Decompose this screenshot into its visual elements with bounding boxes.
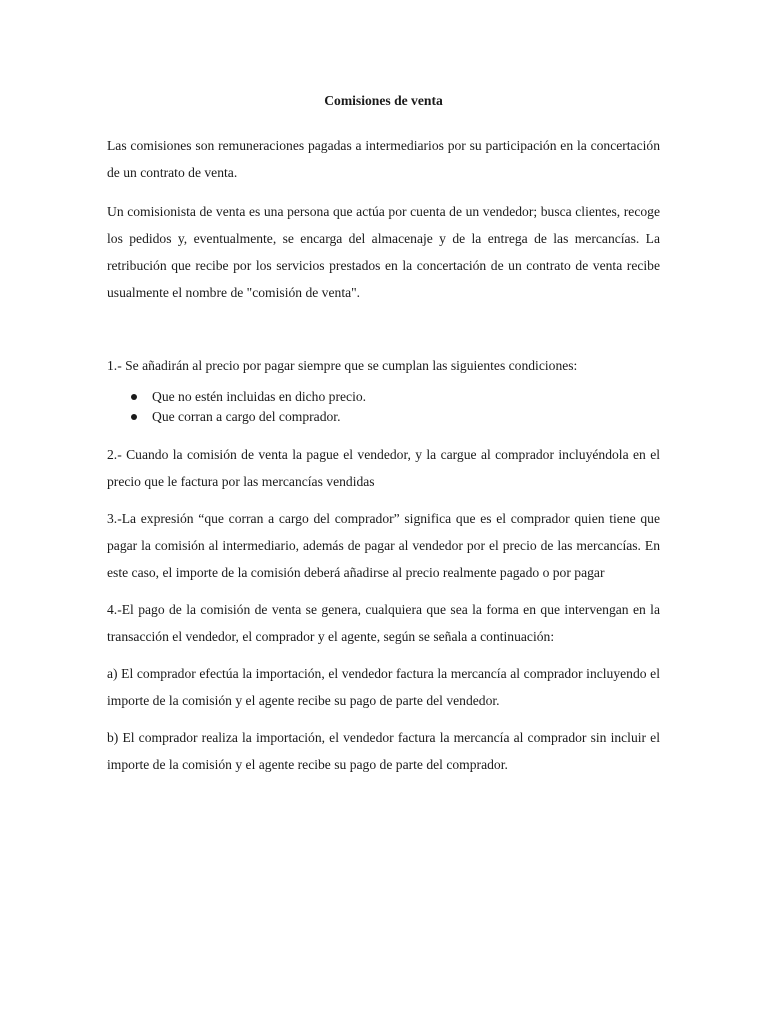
- document-title: Comisiones de venta: [324, 93, 443, 108]
- list-item: [107, 407, 660, 427]
- point-1-paragraph: 1.- Se añadirán al precio por pagar siempre que se cumplan las siguientes condiciones:: [107, 358, 578, 373]
- list-item-text: Que no estén incluidas en dicho precio.: [152, 389, 367, 404]
- bullet-icon: [131, 414, 137, 420]
- list-item: [107, 387, 660, 407]
- case-b-paragraph: b) El comprador realiza la importación, el vendedor factura la mercancía al comprador sin incluir el importe de la comisión y el agente recibe su pago de parte del comprador.: [107, 730, 660, 772]
- bullet-icon: [131, 394, 137, 400]
- point-3-paragraph: 3.-La expresión “que corran a cargo del comprador” significa que es el comprador quien tiene que pagar la comisión al intermediario, además de pagar al vendedor por el precio de las mercancías. En este caso, el importe de la comisión deberá añadirse al precio realmente pagado o por pagar: [107, 511, 660, 580]
- conditions-list: [107, 387, 660, 427]
- list-item-text: Que corran a cargo del comprador.: [152, 409, 341, 424]
- blank-space: [107, 306, 660, 352]
- document-page: [107, 88, 660, 778]
- point-4-paragraph: 4.-El pago de la comisión de venta se genera, cualquiera que sea la forma en que intervengan en la transacción el vendedor, el comprador y el agente, según se señala a continuación:: [107, 602, 660, 644]
- case-a-paragraph: a) El comprador efectúa la importación, el vendedor factura la mercancía al comprador incluyendo el importe de la comisión y el agente recibe su pago de parte del vendedor.: [107, 666, 660, 708]
- point-2-paragraph: 2.- Cuando la comisión de venta la pague el vendedor, y la cargue al comprador incluyéndola en el precio que le factura por las mercancías vendidas: [107, 447, 660, 489]
- intro-paragraph-1: Las comisiones son remuneraciones pagadas a intermediarios por su participación en la concertación de un contrato de venta.: [107, 138, 660, 180]
- intro-paragraph-2: Un comisionista de venta es una persona que actúa por cuenta de un vendedor; busca clientes, recoge los pedidos y, eventualmente, se encarga del almacenaje y de la entrega de las mercancías. La retribución que recibe por los servicios prestados en la concertación de un contrato de venta recibe usualmente el nombre de "comisión de venta".: [107, 204, 660, 300]
